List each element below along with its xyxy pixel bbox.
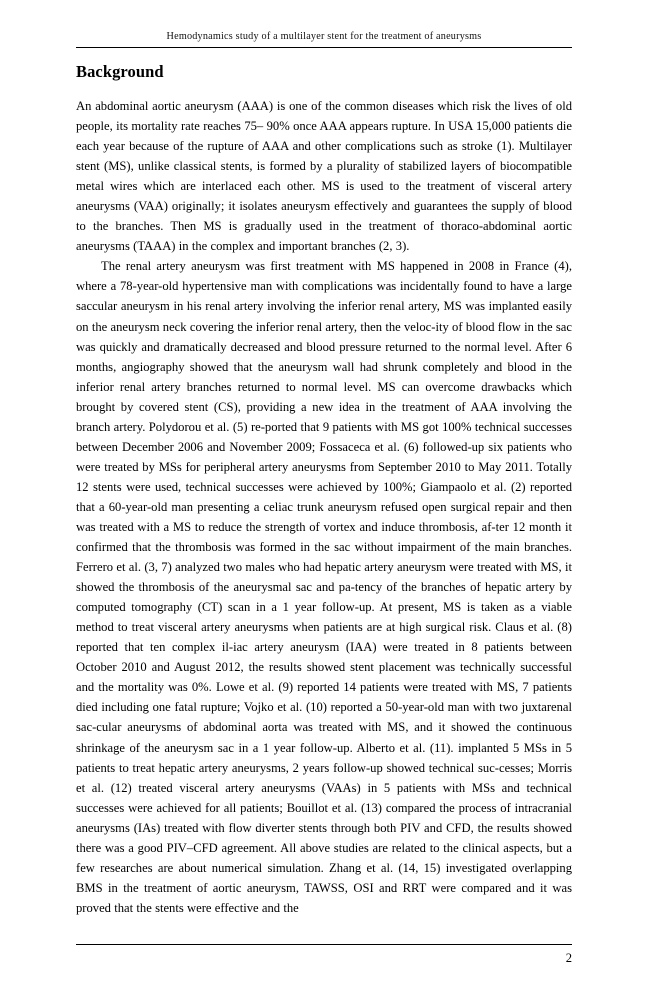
paragraph-1: An abdominal aortic aneurysm (AAA) is one of the common diseases which risk the lives of old people, its mortality rate reaches 75– 90% once AAA appears rupture. In USA 15,000 patients die each year because of the rupture of AAA and other complications such as stroke (1). Multilayer stent (MS), unlike classical stents, is formed by a plurality of stabilized layers of biocompatible metal wires which are interlaced each other. MS is used to the treatment of visceral artery aneurysms (VAA) originally; it isolates aneurysm effectively and guarantees the supply of blood to the branches. Then MS is gradually used in the treatment of thoraco-abdominal aortic aneurysms (TAAA) in the complex and important branches (2, 3). — [76, 99, 572, 254]
header-rule — [76, 47, 572, 48]
section-heading-background: Background — [76, 62, 164, 81]
body-column — [76, 62, 572, 918]
footer-rule — [76, 944, 572, 945]
running-head: Hemodynamics study of a multilayer stent for the treatment of aneurysms — [166, 31, 482, 42]
paragraph-2: The renal artery aneurysm was first treatment with MS happened in 2008 in France (4), where a 78-year-old hypertensive man with complications was incidentally found to have a large saccular aneurysm in his renal artery involving the inferior renal artery, MS was implanted easily on the aneurysm neck covering the inferior renal artery, then the veloc-ity of blood flow in the sac was quickly and dramatically decreased and blood pressure returned to the normal level. After 6 months, angiography showed that the aneurysm wall had shrunk completely and blood in the inferior renal artery branches returned to normal level. MS can overcome drawbacks which brought by covered stent (CS), providing a new idea in the treatment of AAA involving the branch artery. Polydorou et al. (5) re-ported that 9 patients with MS got 100% technical successes between December 2006 and November 2009; Fossaceca et al. (6) followed-up six patients who were treated by MSs for peripheral artery aneurysms from September 2010 to May 2011. Totally 12 stents were used, technical successes were achieved by 100%; Giampaolo et al. (2) reported that a 60-year-old man presenting a celiac trunk aneurysm refused open surgical repair and then was treated with a MS to reduce the strength of vortex and induce thrombosis, af-ter 12 month it confirmed that the thrombosis was formed in the sac without impairment of the main branches. Ferrero et al. (3, 7) analyzed two males who had hepatic artery aneurysm were treated with MS, it showed the thrombosis of the aneurysmal sac and pa-tency of the branches of hepatic artery by computed tomography (CT) scan in a 1 year follow-up. At present, MS is taken as a viable method to treat visceral artery aneurysms when patients are at high surgical risk. Claus et al. (8) reported that ten complex il-iac artery aneurysm (IAA) were treated in 8 patients between October 2010 and August 2012, the results showed stent placement was technically successful and the mortality was 0%. Lowe et al. (9) reported 14 patients were treated with MS, 7 patients died including one fatal rupture; Vojko et al. (10) reported a 50-year-old man with two juxtarenal sac-cular aneurysms of abdominal aorta was treated with MS, and it showed the continuous shrinkage of the aneurysm sac in a 1 year follow-up. Alberto et al. (11). implanted 5 MSs in 5 patients to treat hepatic artery aneurysms, 2 years follow-up showed technical suc-cesses; Morris et al. (12) treated visceral artery aneurysms (VAAs) in 5 patients with MSs and technical successes were achieved for all patients; Bouillot et al. (13) compared the process of intracranial aneurysms (IAs) treated with flow diverter stents through both PIV and CFD, the results showed there was a good PIV–CFD agreement. All above studies are related to the clinical aspects, but a few researches are about numerical simulation. Zhang et al. (14, 15) investigated overlapping BMS in the treatment of aortic aneurysm, TAWSS, OSI and RRT were compared and it was proved that the stents were effective and the — [76, 259, 572, 915]
page-number: 2 — [565, 951, 572, 965]
